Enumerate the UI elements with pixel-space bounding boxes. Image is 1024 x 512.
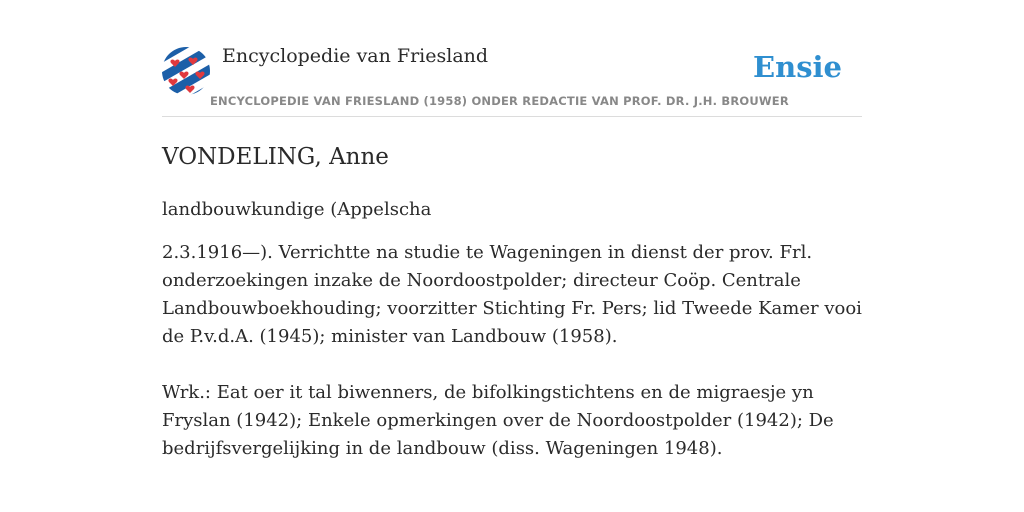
site-title[interactable]: Encyclopedie van Friesland — [222, 45, 489, 67]
brand-logo-text[interactable]: Ensie — [753, 50, 842, 84]
entry-paragraph: 2.3.1916—). Verrichtte na studie te Wageningen in dienst der prov. Frl. onderzoekingen inzake de Noordoostpolder; directeur Coöp. Centrale Landbouwboekhouding; voorzitter Stichting Fr. Pers; lid Tweede Kamer vooi de P.v.d.A. (1945); minister van Landbouw (1958). — [162, 242, 862, 347]
entry-paragraph: Wrk.: Eat oer it tal biwenners, de bifolkingstichtens en de migraesje yn Fryslan (1942); Enkele opmerkingen over de Noordoostpolder (1942); De bedrijfsvergelijking in de landbouw (diss. Wageningen 1948). — [162, 382, 834, 459]
site-subtitle: ENCYCLOPEDIE VAN FRIESLAND (1958) ONDER REDACTIE VAN PROF. DR. J.H. BROUWER — [210, 94, 789, 108]
entry-body — [162, 239, 862, 463]
page-header — [162, 40, 862, 117]
entry-title: VONDELING, Anne — [162, 144, 389, 170]
entry-lead: landbouwkundige (Appelscha — [162, 199, 432, 220]
entry-card — [162, 40, 862, 491]
frisian-flag-icon[interactable] — [162, 47, 210, 95]
